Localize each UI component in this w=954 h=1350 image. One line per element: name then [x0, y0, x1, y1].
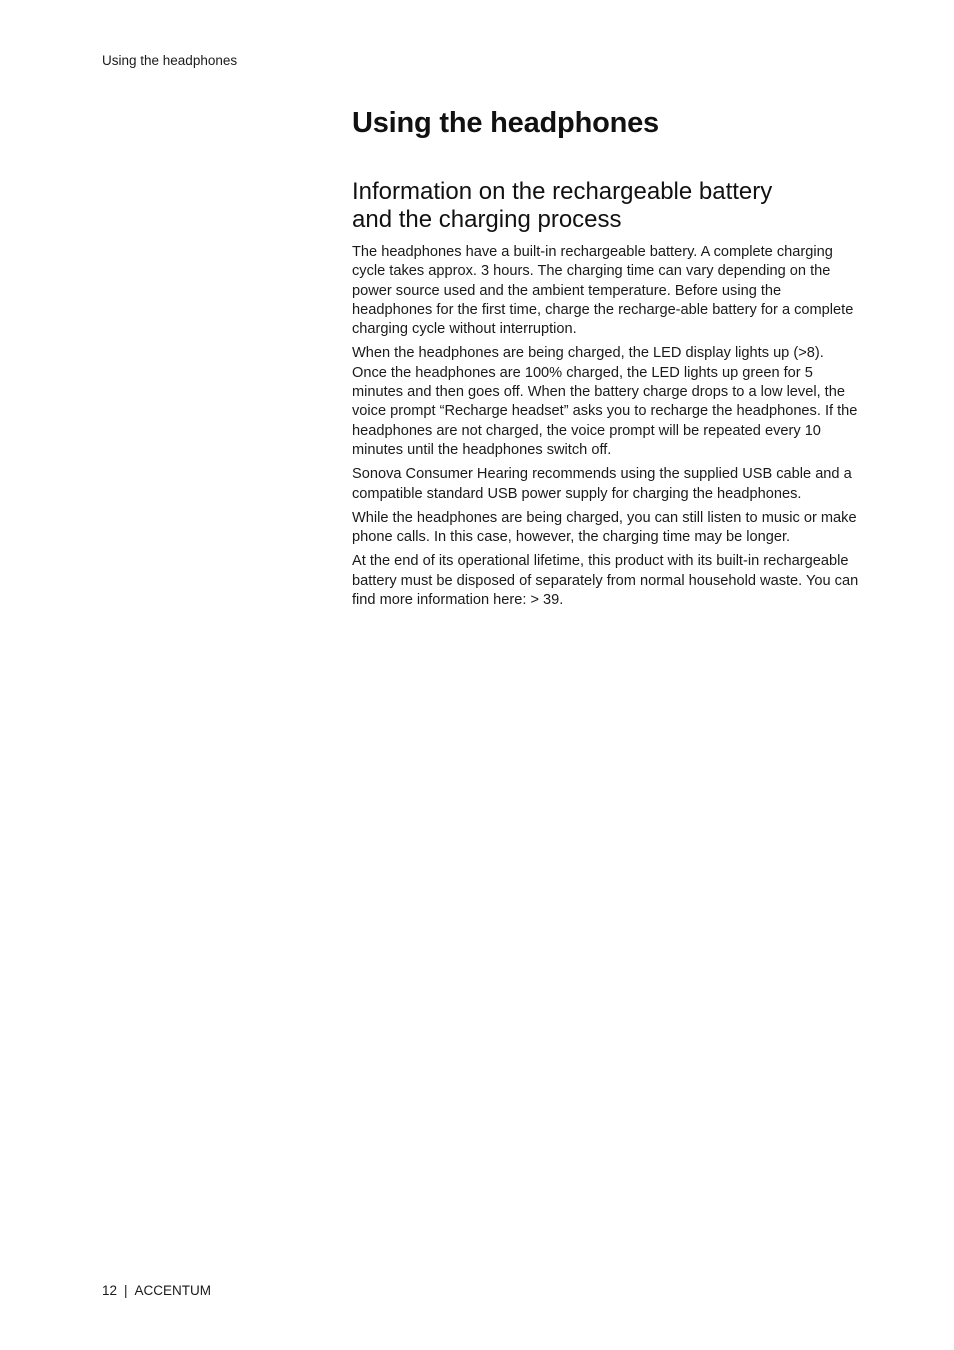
section-heading-line-1: Information on the rechargeable battery	[352, 178, 773, 205]
paragraph-use-while-charging: While the headphones are being charged, you can still listen to music or make phone calls. In this case, however, the charging time may be longer.	[352, 509, 857, 546]
page-title: Using the headphones	[352, 107, 659, 139]
section-heading	[352, 178, 862, 234]
section-heading-line-2: and the charging process	[352, 206, 622, 233]
paragraph-battery-intro: The headphones have a built-in rechargeable battery. A complete charging cycle takes approx. 3 hours. The charging time can vary depending on the power source used and the ambient temperature. Before using the headphones for the first time, charge the recharge-able battery for a complete charging cycle without interruption.	[352, 244, 854, 338]
page-number: 12	[102, 1283, 118, 1298]
paragraph-led-and-voice-prompt: When the headphones are being charged, the LED display lights up (>8). Once the headphones are 100% charged, the LED lights up green for 5 minutes and then goes off. When the battery charge drops to a low level, the voice prompt “Recharge headset” asks you to recharge the headphones. If the headphones are not charged, the voice prompt will be repeated every 10 minutes until the headphones switch off.	[352, 345, 858, 458]
section-body	[352, 243, 862, 610]
paragraph-usb-recommendation: Sonova Consumer Hearing recommends using the supplied USB cable and a compatible standard USB power supply for charging the headphones.	[352, 466, 852, 502]
footer-separator: |	[124, 1283, 128, 1298]
paragraph-disposal: At the end of its operational lifetime, this product with its built-in rechargeable battery must be disposed of separately from normal household waste. You can find more information here: > 39.	[352, 553, 859, 609]
running-header: Using the headphones	[102, 53, 238, 68]
main-content	[352, 104, 862, 615]
product-name: ACCENTUM	[134, 1283, 212, 1298]
page-footer	[102, 1282, 211, 1300]
